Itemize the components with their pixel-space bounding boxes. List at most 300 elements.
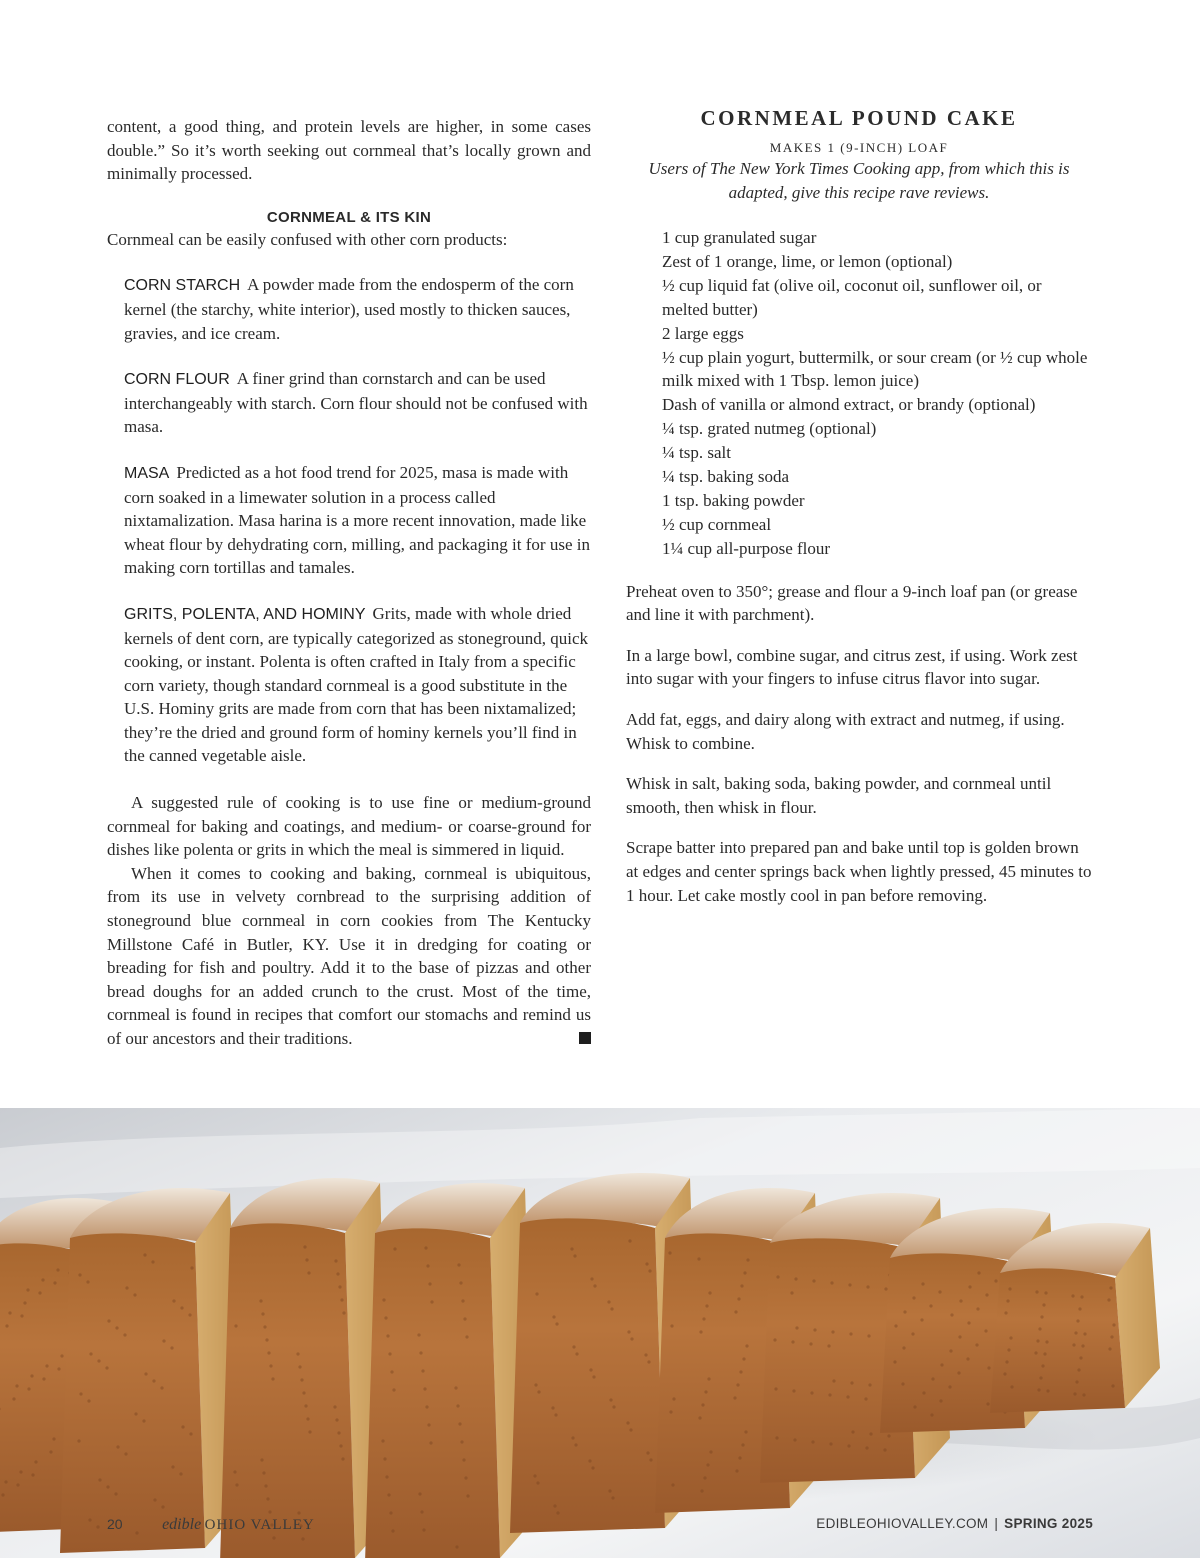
crumb-texture bbox=[56, 1268, 59, 1271]
crumb-texture bbox=[1110, 1335, 1113, 1338]
crumb-texture bbox=[1109, 1286, 1112, 1289]
crumb-texture bbox=[570, 1247, 573, 1250]
crumb-texture bbox=[977, 1271, 980, 1274]
crumb-texture bbox=[77, 1439, 80, 1442]
crumb-texture bbox=[708, 1291, 711, 1294]
crumb-texture bbox=[573, 1254, 576, 1257]
crumb-texture bbox=[671, 1483, 674, 1486]
crumb-texture bbox=[1009, 1336, 1012, 1339]
crumb-texture bbox=[1034, 1351, 1037, 1354]
crumb-texture bbox=[162, 1339, 165, 1342]
crumb-texture bbox=[97, 1359, 100, 1362]
crumb-texture bbox=[739, 1370, 742, 1373]
crumb-texture bbox=[300, 1378, 303, 1381]
crumb-texture bbox=[123, 1333, 126, 1336]
crumb-texture bbox=[611, 1496, 614, 1499]
crumb-texture bbox=[829, 1442, 832, 1445]
crumb-texture bbox=[98, 1478, 101, 1481]
crumb-texture bbox=[646, 1451, 649, 1454]
crumb-texture bbox=[706, 1463, 709, 1466]
crumb-texture bbox=[87, 1399, 90, 1402]
left-column bbox=[107, 115, 591, 1051]
crumb-texture bbox=[189, 1432, 192, 1435]
intro-paragraph: content, a good thing, and protein levels are higher, in some cases double.” So it’s worth seeking out cornmeal that’s locally grown and minimally processed. bbox=[107, 117, 591, 184]
crumb-texture bbox=[179, 1472, 182, 1475]
term-masa bbox=[124, 461, 591, 580]
crumb-texture bbox=[393, 1247, 396, 1250]
crumb-texture bbox=[1006, 1299, 1009, 1302]
crumb-texture bbox=[57, 1367, 60, 1370]
crumb-texture bbox=[1008, 1287, 1011, 1290]
crumb-texture bbox=[333, 1405, 336, 1408]
crumb-texture bbox=[340, 1298, 343, 1301]
crumb-texture bbox=[269, 1364, 272, 1367]
crumb-texture bbox=[12, 1397, 15, 1400]
cake-photo bbox=[0, 1108, 1200, 1558]
crumb-texture bbox=[1108, 1347, 1111, 1350]
crumb-texture bbox=[268, 1510, 271, 1513]
crumb-texture bbox=[735, 1469, 738, 1472]
crumb-texture bbox=[1045, 1340, 1048, 1343]
crumb-texture bbox=[670, 1324, 673, 1327]
crumb-texture bbox=[607, 1300, 610, 1303]
crumb-texture bbox=[967, 1321, 970, 1324]
crumb-texture bbox=[260, 1458, 263, 1461]
crumb-texture bbox=[701, 1403, 704, 1406]
crumb-texture bbox=[1071, 1294, 1074, 1297]
crumb-texture bbox=[975, 1343, 978, 1346]
crumb-texture bbox=[794, 1277, 797, 1280]
crumb-texture bbox=[15, 1384, 18, 1387]
crumb-texture bbox=[335, 1418, 338, 1421]
crumb-texture bbox=[737, 1297, 740, 1300]
crumb-texture bbox=[950, 1313, 953, 1316]
crumb-texture bbox=[134, 1412, 137, 1415]
crumb-texture bbox=[938, 1290, 941, 1293]
crumb-texture bbox=[883, 1448, 886, 1451]
crumb-texture bbox=[1074, 1331, 1077, 1334]
crumb-texture bbox=[460, 1440, 463, 1443]
crumb-texture bbox=[160, 1386, 163, 1389]
crumb-texture bbox=[1075, 1380, 1078, 1383]
crumb-texture bbox=[385, 1475, 388, 1478]
crumb-texture bbox=[703, 1476, 706, 1479]
crumb-texture bbox=[426, 1264, 429, 1267]
recipe-note: Users of The New York Times Cooking app, from which this is adapted, give this recipe rave reviews. bbox=[648, 159, 1070, 202]
slice-face bbox=[220, 1223, 355, 1558]
crumb-texture bbox=[629, 1428, 632, 1431]
crumb-texture bbox=[152, 1379, 155, 1382]
crumb-texture bbox=[746, 1258, 749, 1261]
crumb-texture bbox=[422, 1528, 425, 1531]
crumb-texture bbox=[19, 1470, 22, 1473]
crumb-texture bbox=[142, 1419, 145, 1422]
crumb-texture bbox=[423, 1387, 426, 1390]
crumb-texture bbox=[466, 1494, 469, 1497]
crumb-texture bbox=[812, 1279, 815, 1282]
crumb-texture bbox=[1073, 1392, 1076, 1395]
crumb-texture bbox=[738, 1456, 741, 1459]
crumb-texture bbox=[849, 1332, 852, 1335]
crumb-texture bbox=[702, 1317, 705, 1320]
crumb-texture bbox=[551, 1406, 554, 1409]
crumb-texture bbox=[424, 1246, 427, 1249]
crumb-texture bbox=[930, 1413, 933, 1416]
footer-separator: | bbox=[994, 1516, 999, 1531]
crumb-texture bbox=[1005, 1360, 1008, 1363]
crumb-texture bbox=[465, 1335, 468, 1338]
crumb-texture bbox=[336, 1272, 339, 1275]
brand-name: OHIO VALLEY bbox=[204, 1517, 315, 1533]
crumb-texture bbox=[536, 1481, 539, 1484]
crumb-texture bbox=[388, 1352, 391, 1355]
crumb-texture bbox=[588, 1459, 591, 1462]
crumb-texture bbox=[296, 1352, 299, 1355]
crumb-texture bbox=[1039, 1376, 1042, 1379]
crumb-texture bbox=[832, 1379, 835, 1382]
crumb-texture bbox=[234, 1324, 237, 1327]
crumb-texture bbox=[1082, 1393, 1085, 1396]
crumb-texture bbox=[45, 1364, 48, 1367]
section-heading: CORNMEAL & ITS KIN bbox=[266, 208, 432, 226]
term-name: CORN STARCH bbox=[124, 277, 241, 295]
crumb-texture bbox=[5, 1324, 8, 1327]
crumb-texture bbox=[707, 1377, 710, 1380]
footer-right bbox=[816, 1516, 1093, 1531]
crumb-texture bbox=[334, 1259, 337, 1262]
crumb-texture bbox=[894, 1324, 897, 1327]
crumb-texture bbox=[740, 1284, 743, 1287]
crumb-texture bbox=[265, 1338, 268, 1341]
crumb-texture bbox=[461, 1299, 464, 1302]
term-definition: A finer grind than cornstarch and can be used interchangeably with starch. Corn flour should not be confused with masa. bbox=[124, 369, 588, 437]
crumb-texture bbox=[791, 1340, 794, 1343]
crumb-texture bbox=[272, 1536, 275, 1539]
crumb-texture bbox=[645, 1262, 648, 1265]
crumb-texture bbox=[456, 1404, 459, 1407]
crumb-texture bbox=[124, 1452, 127, 1455]
end-mark-icon bbox=[579, 1032, 591, 1044]
crumb-texture bbox=[554, 1413, 557, 1416]
crumb-texture bbox=[987, 1366, 990, 1369]
crumb-texture bbox=[458, 1422, 461, 1425]
crumb-texture bbox=[627, 1330, 630, 1333]
crumb-texture bbox=[125, 1286, 128, 1289]
term-name: MASA bbox=[124, 464, 170, 482]
crumb-texture bbox=[793, 1438, 796, 1441]
crumb-texture bbox=[27, 1387, 30, 1390]
crumb-texture bbox=[1078, 1307, 1081, 1310]
ingredient-item: Dash of vanilla or almond extract, or brandy (optional) bbox=[662, 395, 1036, 415]
crumb-texture bbox=[537, 1390, 540, 1393]
crumb-texture bbox=[262, 1471, 265, 1474]
crumb-texture bbox=[421, 1369, 424, 1372]
crumb-texture bbox=[455, 1545, 458, 1548]
crumb-texture bbox=[828, 1393, 831, 1396]
crumb-texture bbox=[850, 1381, 853, 1384]
crumb-texture bbox=[143, 1253, 146, 1256]
recipe-yield: MAKES 1 (9-INCH) LOAF bbox=[769, 140, 949, 155]
crumb-texture bbox=[848, 1283, 851, 1286]
crumb-texture bbox=[743, 1271, 746, 1274]
crumb-texture bbox=[23, 1301, 26, 1304]
crumb-texture bbox=[89, 1352, 92, 1355]
recipe-step: In a large bowl, combine sugar, and citrus zest, if using. Work zest into sugar with your fingers to infuse citrus flavor into sugar. bbox=[626, 645, 1078, 689]
term-name: CORN FLOUR bbox=[124, 371, 230, 389]
crumb-texture bbox=[921, 1282, 924, 1285]
crumb-texture bbox=[669, 1410, 672, 1413]
crumb-texture bbox=[533, 1474, 536, 1477]
crumb-texture bbox=[170, 1346, 173, 1349]
crumb-texture bbox=[1083, 1332, 1086, 1335]
crumb-texture bbox=[628, 1239, 631, 1242]
crumb-texture bbox=[266, 1497, 269, 1500]
crumb-texture bbox=[1, 1493, 4, 1496]
crumb-texture bbox=[647, 1360, 650, 1363]
crumb-texture bbox=[30, 1374, 33, 1377]
crumb-texture bbox=[592, 1375, 595, 1378]
crumb-texture bbox=[161, 1505, 164, 1508]
term-grits-polenta-hominy bbox=[124, 602, 591, 768]
crumb-texture bbox=[869, 1432, 872, 1435]
crumb-texture bbox=[593, 1284, 596, 1287]
crumb-texture bbox=[774, 1387, 777, 1390]
crumb-texture bbox=[810, 1391, 813, 1394]
crumb-texture bbox=[181, 1425, 184, 1428]
crumb-texture bbox=[78, 1273, 81, 1276]
recipe-title: CORNMEAL POUND CAKE bbox=[700, 106, 1018, 130]
crumb-texture bbox=[976, 1307, 979, 1310]
crumb-texture bbox=[144, 1372, 147, 1375]
slice-face bbox=[510, 1218, 665, 1533]
footer-left bbox=[107, 1516, 315, 1534]
crumb-texture bbox=[31, 1473, 34, 1476]
crumb-texture bbox=[884, 1287, 887, 1290]
recipe-step: Add fat, eggs, and dairy along with extract and nutmeg, if using. Whisk to combine. bbox=[626, 710, 1065, 753]
crumb-texture bbox=[79, 1392, 82, 1395]
crumb-texture bbox=[16, 1483, 19, 1486]
crumb-texture bbox=[939, 1399, 942, 1402]
crumb-texture bbox=[776, 1275, 779, 1278]
crumb-texture bbox=[709, 1450, 712, 1453]
crumb-texture bbox=[339, 1444, 342, 1447]
crumb-texture bbox=[1040, 1315, 1043, 1318]
term-corn-starch bbox=[124, 273, 591, 345]
crumb-texture bbox=[107, 1319, 110, 1322]
crumb-texture bbox=[1080, 1295, 1083, 1298]
crumb-texture bbox=[589, 1368, 592, 1371]
crumb-texture bbox=[8, 1311, 11, 1314]
crumb-texture bbox=[672, 1397, 675, 1400]
cake-slice bbox=[60, 1188, 240, 1553]
crumb-texture bbox=[386, 1334, 389, 1337]
crumb-texture bbox=[957, 1371, 960, 1374]
crumb-texture bbox=[901, 1382, 904, 1385]
crumb-texture bbox=[920, 1318, 923, 1321]
crumb-texture bbox=[459, 1281, 462, 1284]
crumb-texture bbox=[847, 1444, 850, 1447]
crumb-texture bbox=[887, 1434, 890, 1437]
term-definition: Grits, made with whole dried kernels of dent corn, are typically categorized as stoneground, quick cooking, or instant. Polenta is often crafted in Italy from a specific corn variety, though standard cornmeal is a good substitute in the U.S. Hominy grits are made from corn that has been nixtamalized; they’re the dried and ground form of hominy kernels you’ll find in the canned vegetable aisle. bbox=[124, 603, 589, 766]
crumb-texture bbox=[644, 1353, 647, 1356]
crumb-texture bbox=[902, 1346, 905, 1349]
crumb-texture bbox=[427, 1423, 430, 1426]
crumb-texture bbox=[994, 1279, 997, 1282]
crumb-texture bbox=[41, 1278, 44, 1281]
crumb-texture bbox=[298, 1365, 301, 1368]
term-corn-flour bbox=[124, 367, 591, 439]
term-definition: Predicted as a hot food trend for 2025, masa is made with corn soaked in a limewater solution in a process called nixtamalization. Masa harina is a more recent innovation, made like wheat flour by dehydrating corn, milling, and packaging it for use in making corn tortillas and tamales. bbox=[124, 462, 590, 578]
crumb-texture bbox=[52, 1437, 55, 1440]
ingredient-item: ¼ tsp. salt bbox=[662, 443, 731, 463]
crumb-texture bbox=[86, 1280, 89, 1283]
crumb-texture bbox=[1036, 1339, 1039, 1342]
crumb-texture bbox=[736, 1383, 739, 1386]
section-intro: Cornmeal can be easily confused with other corn products: bbox=[107, 229, 508, 249]
crumb-texture bbox=[868, 1383, 871, 1386]
brand-edible: edible bbox=[162, 1516, 202, 1533]
crumb-texture bbox=[912, 1296, 915, 1299]
ingredient-item: 1 tsp. baking powder bbox=[662, 490, 805, 510]
crumb-texture bbox=[49, 1450, 52, 1453]
crumb-texture bbox=[106, 1485, 109, 1488]
crumb-texture bbox=[382, 1298, 385, 1301]
crumb-texture bbox=[1038, 1327, 1041, 1330]
crumb-texture bbox=[1111, 1384, 1114, 1387]
crumb-texture bbox=[381, 1439, 384, 1442]
crumb-texture bbox=[259, 1299, 262, 1302]
crumb-texture bbox=[171, 1465, 174, 1468]
crumb-texture bbox=[555, 1322, 558, 1325]
crumb-texture bbox=[1010, 1385, 1013, 1388]
ingredient-item: 2 large eggs bbox=[662, 323, 744, 343]
crumb-texture bbox=[668, 1251, 671, 1254]
term-definition: A powder made from the endosperm of the corn kernel (the starchy, white interior), used mostly to thicken sauces, gravies, and ice cream. bbox=[124, 275, 574, 343]
crumb-texture bbox=[984, 1329, 987, 1332]
body-paragraph bbox=[107, 862, 591, 1051]
crumb-texture bbox=[827, 1344, 830, 1347]
term-name: GRITS, POLENTA, AND HOMINY bbox=[124, 605, 366, 623]
crumb-texture bbox=[744, 1430, 747, 1433]
crumb-texture bbox=[733, 1396, 736, 1399]
crumb-texture bbox=[338, 1285, 341, 1288]
crumb-texture bbox=[1072, 1343, 1075, 1346]
crumb-texture bbox=[922, 1391, 925, 1394]
issue-season: SPRING 2025 bbox=[1004, 1516, 1093, 1531]
crumb-texture bbox=[115, 1326, 118, 1329]
crumb-texture bbox=[630, 1337, 633, 1340]
crumb-texture bbox=[700, 1489, 703, 1492]
crumb-texture bbox=[342, 1311, 345, 1314]
recipe-step: Preheat oven to 350°; grease and flour a 9-inch loaf pan (or grease and line it with parchment). bbox=[626, 581, 1078, 625]
crumb-texture bbox=[734, 1310, 737, 1313]
crumb-texture bbox=[809, 1342, 812, 1345]
crumb-texture bbox=[151, 1260, 154, 1263]
crumb-texture bbox=[306, 1417, 309, 1420]
crumb-texture bbox=[457, 1263, 460, 1266]
crumb-texture bbox=[180, 1306, 183, 1309]
crumb-texture bbox=[116, 1445, 119, 1448]
recipe-column bbox=[626, 103, 1092, 907]
crumb-texture bbox=[968, 1285, 971, 1288]
crumb-texture bbox=[552, 1315, 555, 1318]
crumb-texture bbox=[608, 1489, 611, 1492]
crumb-texture bbox=[463, 1317, 466, 1320]
crumb-texture bbox=[1037, 1388, 1040, 1391]
ingredient-item: ½ cup liquid fat (olive oil, coconut oil, sunflower oil, or melted butter) bbox=[662, 275, 1042, 319]
website-link[interactable]: EDIBLEOHIOVALLEY.COM bbox=[816, 1516, 989, 1531]
crumb-texture bbox=[795, 1326, 798, 1329]
crumb-texture bbox=[697, 1257, 700, 1260]
crumb-texture bbox=[1107, 1298, 1110, 1301]
crumb-texture bbox=[26, 1288, 29, 1291]
crumb-texture bbox=[1035, 1290, 1038, 1293]
crumb-texture bbox=[341, 1457, 344, 1460]
crumb-texture bbox=[42, 1377, 45, 1380]
crumb-texture bbox=[851, 1430, 854, 1433]
recipe-step: Whisk in salt, baking soda, baking powder, and cornmeal until smooth, then whisk in flour. bbox=[626, 774, 1052, 817]
crumb-texture bbox=[390, 1370, 393, 1373]
crumb-texture bbox=[865, 1446, 868, 1449]
crumb-texture bbox=[864, 1397, 867, 1400]
crumb-texture bbox=[1076, 1319, 1079, 1322]
crumb-texture bbox=[591, 1466, 594, 1469]
crumb-texture bbox=[931, 1377, 934, 1380]
crumb-texture bbox=[1079, 1356, 1082, 1359]
crumb-texture bbox=[133, 1293, 136, 1296]
crumb-texture bbox=[4, 1480, 7, 1483]
recipe-step: Scrape batter into prepared pan and bake until top is golden brown at edges and center springs back when lightly pressed, 45 minutes to 1 hour. Let cake mostly cool in pan before removing. bbox=[626, 838, 1092, 905]
crumb-texture bbox=[571, 1436, 574, 1439]
crumb-texture bbox=[893, 1360, 896, 1363]
crumb-texture bbox=[271, 1377, 274, 1380]
crumb-texture bbox=[264, 1484, 267, 1487]
cake-slice bbox=[365, 1183, 535, 1558]
crumb-texture bbox=[940, 1363, 943, 1366]
crumb-texture bbox=[553, 1504, 556, 1507]
crumb-texture bbox=[773, 1338, 776, 1341]
crumb-texture bbox=[419, 1351, 422, 1354]
crumb-texture bbox=[867, 1334, 870, 1337]
ingredient-item: ¼ tsp. baking soda bbox=[662, 467, 790, 487]
ingredient-item: 1¼ cup all-purpose flour bbox=[662, 538, 831, 558]
crumb-texture bbox=[1004, 1311, 1007, 1314]
ingredient-item: ¼ tsp. grated nutmeg (optional) bbox=[662, 419, 877, 439]
crumb-texture bbox=[929, 1304, 932, 1307]
ingredient-item: 1 cup granulated sugar bbox=[662, 228, 817, 247]
crumb-texture bbox=[34, 1460, 37, 1463]
crumb-texture bbox=[535, 1292, 538, 1295]
crumb-texture bbox=[20, 1314, 23, 1317]
crumb-texture bbox=[792, 1389, 795, 1392]
crumb-texture bbox=[911, 1332, 914, 1335]
crumb-texture bbox=[1042, 1303, 1045, 1306]
crumb-texture bbox=[96, 1525, 99, 1528]
crumb-texture bbox=[38, 1291, 41, 1294]
crumb-texture bbox=[392, 1388, 395, 1391]
crumb-texture bbox=[1043, 1352, 1046, 1355]
crumb-texture bbox=[88, 1518, 91, 1521]
crumb-texture bbox=[1003, 1372, 1006, 1375]
crumb-texture bbox=[267, 1351, 270, 1354]
crumb-texture bbox=[233, 1470, 236, 1473]
crumb-texture bbox=[304, 1404, 307, 1407]
ingredient-item: ½ cup plain yogurt, buttermilk, or sour cream (or ½ cup whole milk mixed with 1 Tbsp. lemon juice) bbox=[662, 347, 1088, 391]
crumb-texture bbox=[534, 1383, 537, 1386]
crumb-texture bbox=[831, 1330, 834, 1333]
crumb-texture bbox=[114, 1492, 117, 1495]
crumb-texture bbox=[866, 1285, 869, 1288]
